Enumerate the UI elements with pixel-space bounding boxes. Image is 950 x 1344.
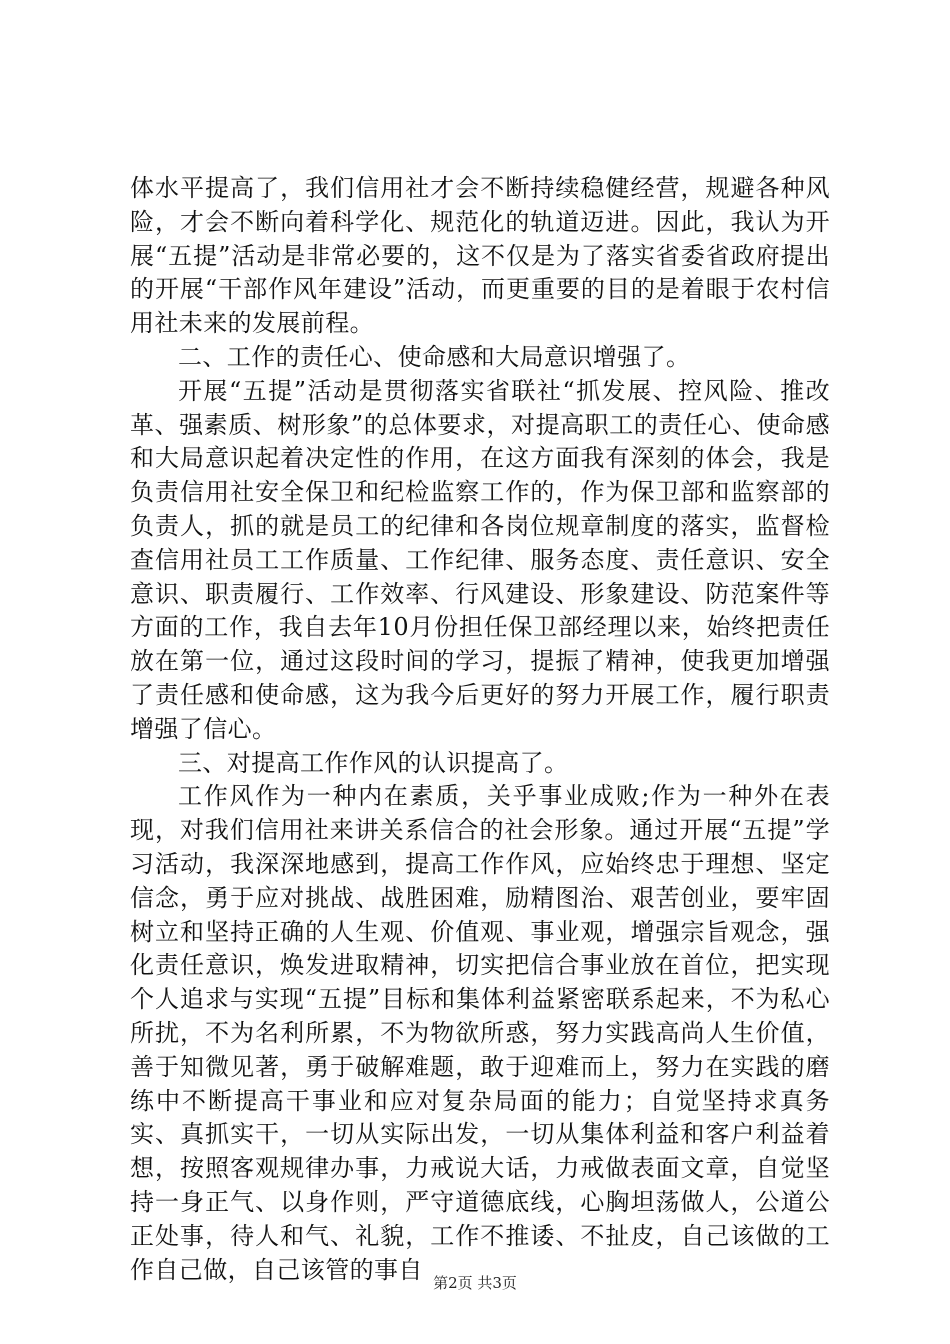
section-heading-three: 三、对提高工作作风的认识提高了。 [178,748,569,777]
page-number-footer: 第2页 共3页 [433,1274,517,1292]
section-heading-two: 二、工作的责任心、使命感和大局意识增强了。 [178,342,691,371]
document-body [130,172,830,1287]
body-paragraph-responsibility: 开展“五提”活动是贯彻落实省联社“抓发展、控风险、推改革、强素质、树形象”的总体要求，对提高职工的责任心、使命感和大局意识起着决定性的作用，在这方面我有深刻的体会，我是负责信用社安全保卫和纪检监察工作的，作为保卫部和监察部的负责人，抓的就是员工的纪律和各岗位规章制度的落实，监督检查信用社员工工作质量、工作纪律、服务态度、责任意识、安全意识、职责履行、工作效率、行风建设、形象建设、防范案件等方面的工作，我自去年10月份担任保卫部经理以来，始终把责任放在第一位，通过这段时间的学习，提振了精神，使我更加增强了责任感和使命感，这为我今后更好的努力开展工作，履行职责增强了信心。 [130,376,830,743]
body-paragraph-work-style: 工作风作为一种内在素质，关乎事业成败;作为一种外在表现，对我们信用社来讲关系信合的社会形象。通过开展“五提”学习活动，我深深地感到，提高工作作风，应始终忠于理想、坚定信念，勇于应对挑战、战胜困难，励精图治、艰苦创业，要牢固树立和坚持正确的人生观、价值观、事业观，增强宗旨观念，强化责任意识，焕发进取精神，切实把信合事业放在首位，把实现个人追求与实现“五提”目标和集体利益紧密联系起来，不为私心所扰，不为名利所累，不为物欲所惑，努力实践高尚人生价值，善于知微见著，勇于破解难题，敢于迎难而上，努力在实践的磨练中不断提高干事业和应对复杂局面的能力；自觉坚持求真务实、真抓实干，一切从实际出发，一切从集体利益和客户利益着想，按照客观规律办事，力戒说大话，力戒做表面文章，自觉坚持一身正气、以身作则，严守道德底线，心胸坦荡做人，公道公正处事，待人和气、礼貌，工作不推诿、不扯皮，自己该做的工作自己做，自己该管的事自 [130,782,830,1284]
body-paragraph-continuation: 体水平提高了，我们信用社才会不断持续稳健经营，规避各种风险，才会不断向着科学化、规范化的轨道迈进。因此，我认为开展“五提”活动是非常必要的，这不仅是为了落实省委省政府提出的开展“干部作风年建设”活动，而更重要的目的是着眼于农村信用社未来的发展前程。 [130,174,830,338]
